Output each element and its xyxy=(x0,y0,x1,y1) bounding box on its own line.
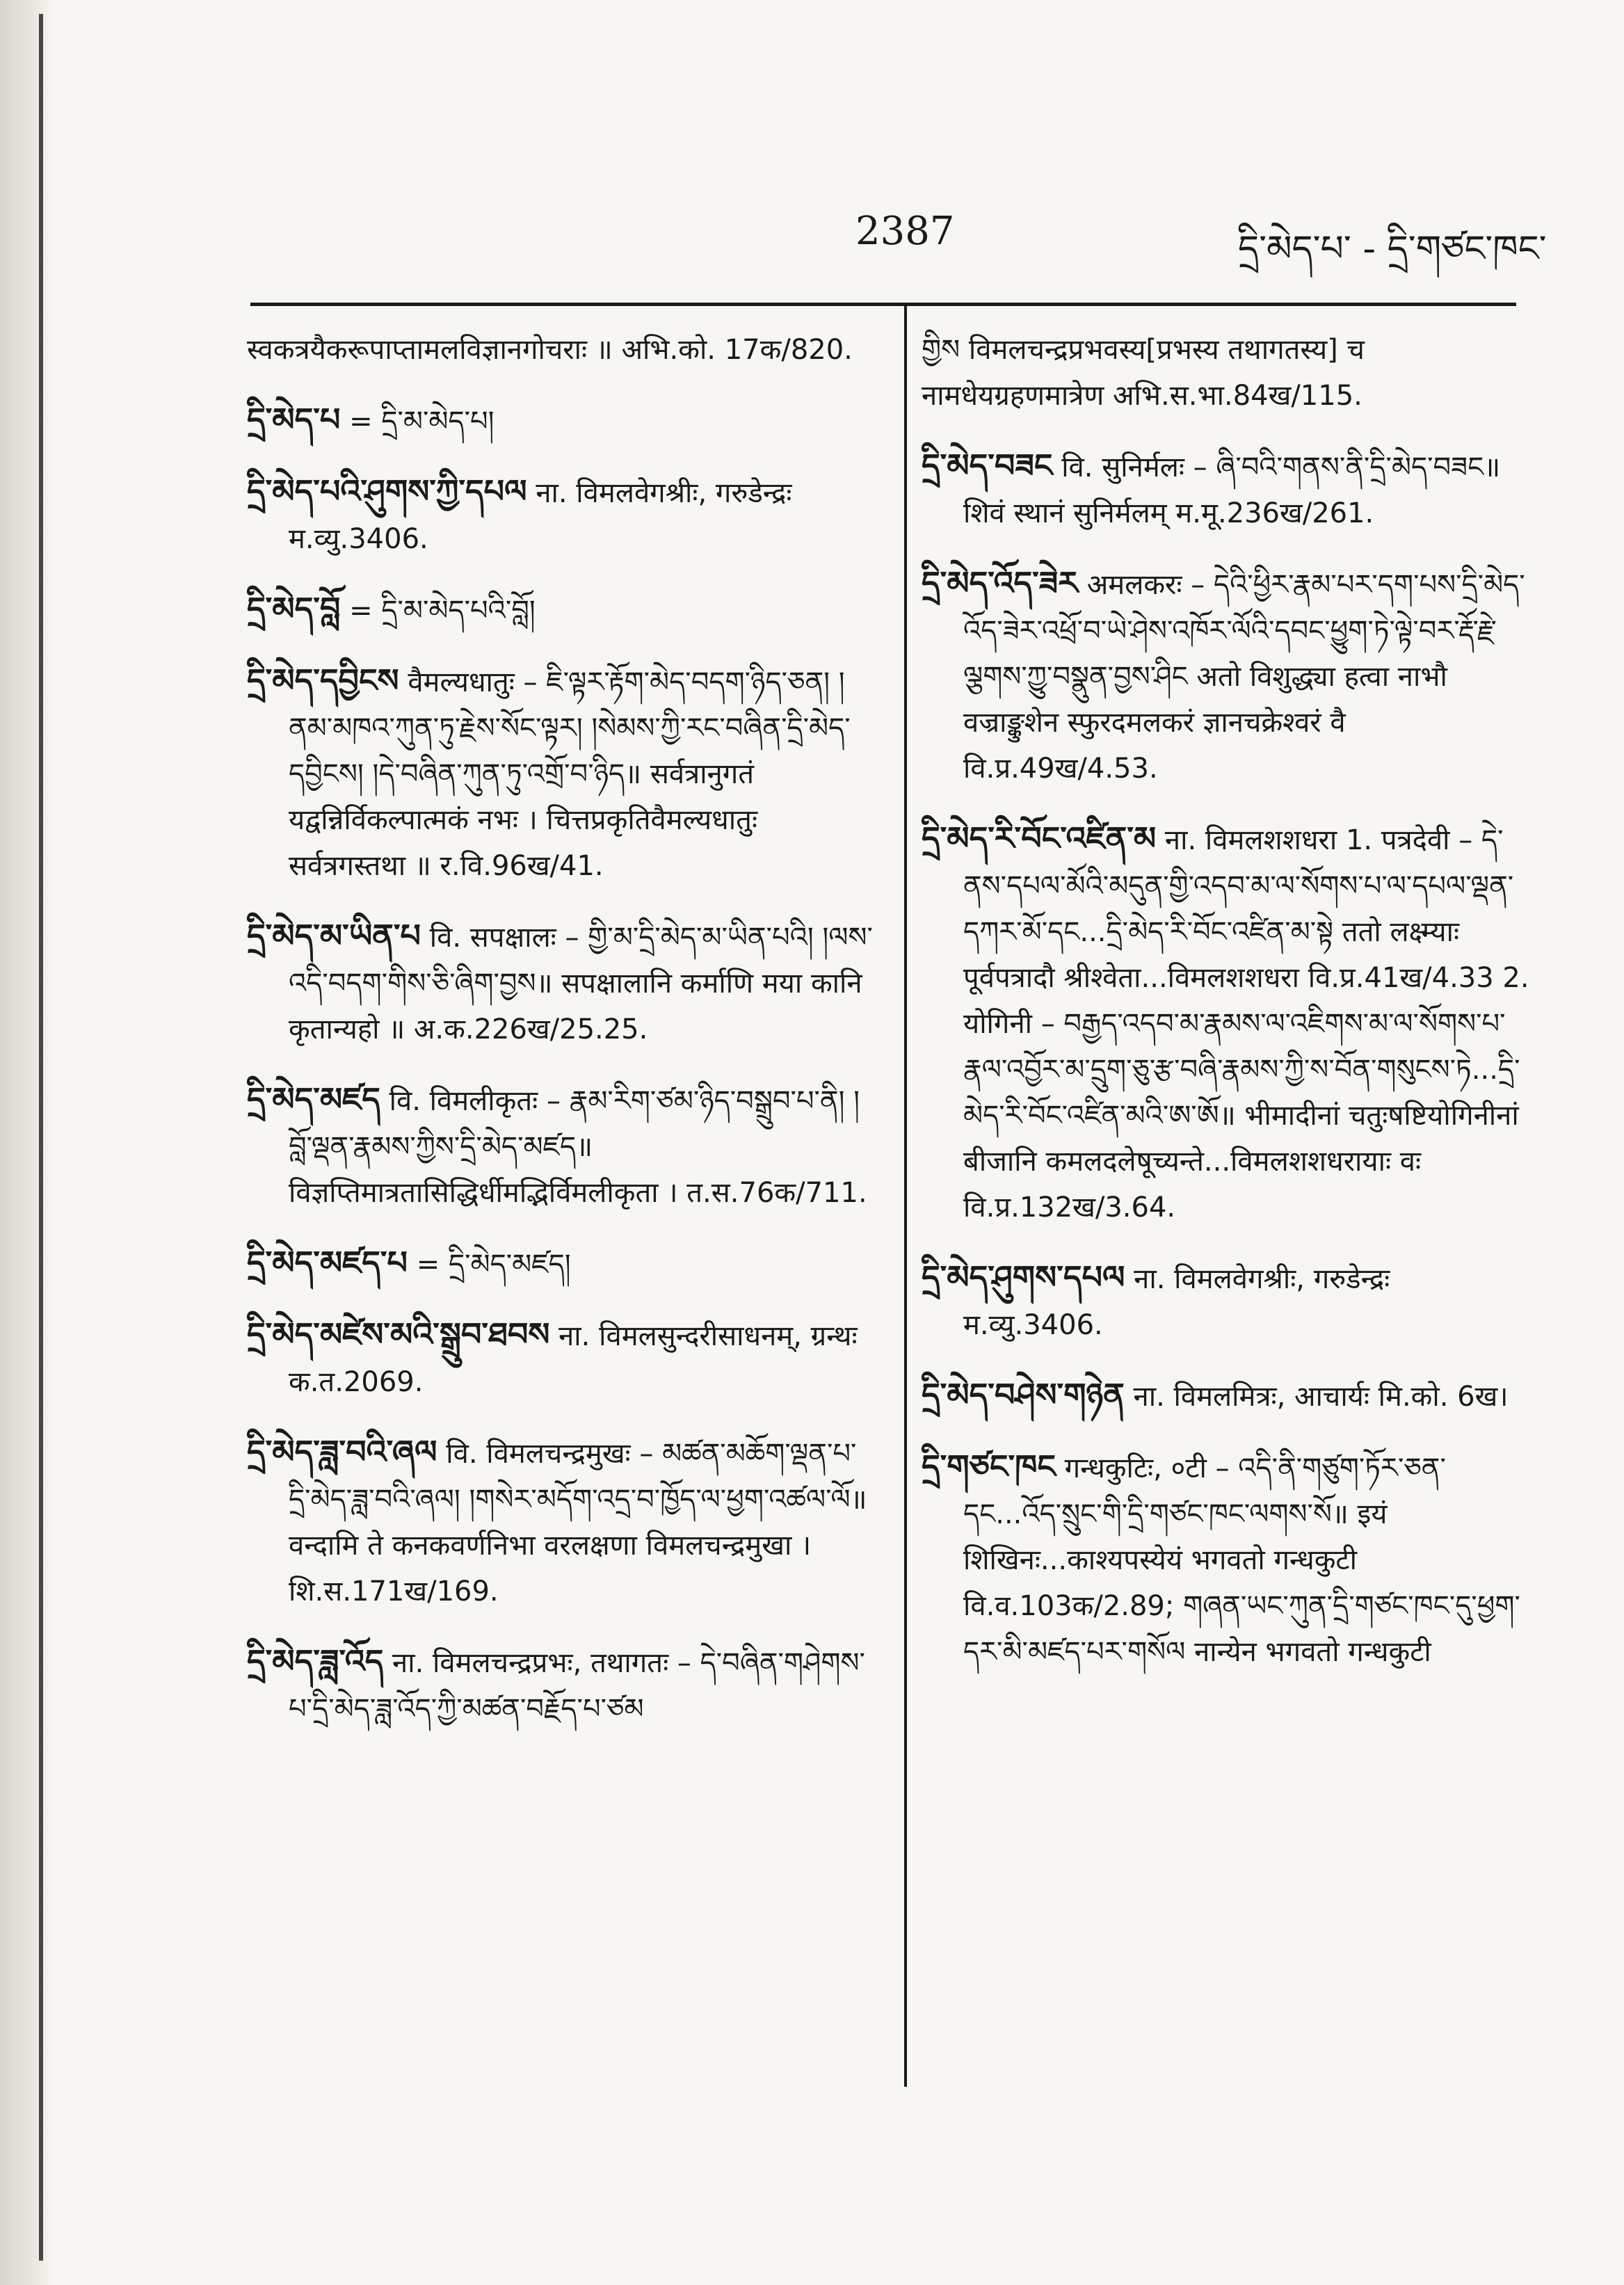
dictionary-entry xyxy=(922,1254,1534,1348)
right-column xyxy=(922,327,1534,1699)
dictionary-entry xyxy=(247,657,873,889)
page-number: 2387 xyxy=(855,209,955,254)
entry-definition: वि. विमलीकृतः – རྣམ་རིག་ཙམ་ཉིད་བསྒྲུབ་པ་ནི། །བློ་ལྡན་རྣམས་ཀྱིས་དྲི་མེད་མཛད॥ विज्ञप्तिमात्रतासिद्धिर्धीमद्भिर्विमलीकृता । त.स.76क/711. xyxy=(289,1085,867,1209)
entry-definition: गन्धकुटिः, ०टी – འདི་ནི་གཙུག་ཏོར་ཅན་དང...འོད་སྲུང་གི་དྲི་གཙང་ཁང་ལགས་སོ॥ इयं शिखिनः...काश्यपस्येयं भगवतो गन्धकुटी वि.व.103क/2.89; གཞན་ཡང་ཀུན་དྲི་གཙང་ཁང་དུ་ཕྱག་དར་མི་མཛད་པར་གསོལ नान्येन भगवतो गन्धकुटी xyxy=(963,1452,1520,1668)
dictionary-entry xyxy=(922,815,1534,1230)
entry-headword: དྲི་མེད་མཛེས་མའི་སྒྲུབ་ཐབས xyxy=(247,1315,550,1353)
dictionary-entry xyxy=(922,1372,1534,1420)
binding-line xyxy=(39,14,43,2261)
dictionary-entry xyxy=(247,1638,873,1732)
entry-definition: ना. विमलचन्द्रप्रभः, तथागतः – དེ་བཞིན་གཤེགས་པ་དྲི་མེད་ཟླ་འོད་ཀྱི་མཚན་བརྗོད་པ་ཙམ xyxy=(289,1647,865,1725)
entry-definition: वि. सपक्षालः – གྱི་མ་དྲི་མེད་མ་ཡིན་པའི། །ལས་འདི་བདག་གིས་ཅི་ཞིག་བྱས॥ सपक्षालानि कर्माणि मया कानि कृतान्यहो ॥ अ.क.226ख/25.25. xyxy=(289,922,873,1045)
entry-headword: དྲི་མེད་མ་ཡིན་པ xyxy=(247,917,421,954)
entry-headword: དྲི་མེད་ཤུགས་དཔལ xyxy=(922,1258,1125,1296)
entry-definition: वि. विमलचन्द्रमुखः – མཚན་མཆོག་ལྡན་པ་དྲི་མེད་ཟླ་བའི་ཞལ། །གསེར་མདོག་འདྲ་བ་ཁྱོད་ལ་ཕྱག་འཚལ་ལོ॥ वन्दामि ते कनकवर्णनिभा वरलक्षणा विमलचन्द्रमुखा । शि.स.171ख/169. xyxy=(289,1438,867,1607)
book-binding-edge xyxy=(0,0,56,2285)
entry-text: स्वकत्रयैकरूपाप्तामलविज्ञानगोचराः ॥ अभि.को. 17क/820. xyxy=(247,334,853,366)
entry-definition: = དྲི་མེད་མཛད། xyxy=(416,1249,571,1281)
entry-headword: དྲི་མེད་མཛད xyxy=(247,1080,380,1118)
dictionary-entry xyxy=(247,396,873,444)
entry-definition: = དྲི་མ་མེད་པའི་བློ། xyxy=(349,595,536,627)
dictionary-entry xyxy=(247,913,873,1052)
entry-headword: དྲི་མེད་ཟླ་བའི་ཞལ xyxy=(247,1433,437,1470)
entry-definition: ना. विमलसुन्दरीसाधनम्, ग्रन्थः क.त.2069. xyxy=(289,1320,858,1398)
entry-definition: अमलकरः – དེའི་ཕྱིར་རྣམ་པར་དག་པས་དྲི་མེད་འོད་ཟེར་འཕྲོ་བ་ཡེ་ཤེས་འཁོར་ལོའི་དབང་ཕྱུག་ཏེ་ལྟེ་བར་རྡོ་རྗེ་ལྕགས་ཀྱུ་བསྣུན་བྱས་ཤིང अतो विशुद्ध्या हत्वा नाभौ वज्राङ्कुशेन स्फुरदमलकरं ज्ञानचक्रेश्वरं वै वि.प्र.49ख/4.53. xyxy=(963,569,1525,785)
entry-headword: དྲི་མེད་དབྱིངས xyxy=(247,662,399,699)
entry-definition: वैमल्यधातुः – ཇི་ལྟར་རྟོག་མེད་བདག་ཉིད་ཅན། །ནམ་མཁའ་ཀུན་ཏུ་རྗེས་སོང་ལྟར། །སེམས་ཀྱི་རང་བཞིན་དྲི་མེད་དབྱིངས། །དེ་བཞིན་ཀུན་ཏུ་འགྲོ་བ་ཉིད॥ सर्वत्रानुगतं यद्वन्निर्विकल्पात्मकं नभः । चित्तप्रकृतिवैमल्यधातुः सर्वत्रगस्तथा ॥ र.वि.96ख/41. xyxy=(289,666,851,882)
dictionary-entry xyxy=(247,1311,873,1405)
header-rule xyxy=(250,303,1516,306)
entry-headword: དྲི་མེད་པའི་ཤུགས་ཀྱི་དཔལ xyxy=(247,472,527,510)
running-head: དྲི་མེད་པ་ - དྲི་གཙང་ཁང་ xyxy=(1238,228,1547,270)
entry-continuation xyxy=(247,327,873,373)
dictionary-entry xyxy=(247,1429,873,1614)
dictionary-entry xyxy=(922,1443,1534,1675)
entry-definition: ना. विमलमित्रः, आचार्यः मि.को. 6ख। xyxy=(1133,1381,1509,1413)
entry-definition: वि. सुनिर्मलः – ཞི་བའི་གནས་ནི་དྲི་མེད་བཟང॥ शिवं स्थानं सुनिर्मलम् म.मू.236ख/261. xyxy=(963,451,1501,529)
entry-headword: དྲི་གཙང་ཁང xyxy=(922,1448,1056,1485)
dictionary-entry xyxy=(247,468,873,562)
entry-definition: = དྲི་མ་མེད་པ། xyxy=(349,406,495,438)
entry-headword: དྲི་མེད་མཛད་པ xyxy=(247,1244,408,1281)
entry-headword: དྲི་མེད་བློ xyxy=(247,590,341,627)
entry-text: གྱིས विमलचन्द्रप्रभवस्य[प्रभस्य तथागतस्य] च नामधेयग्रहणमात्रेण अभि.स.भा.84ख/115. xyxy=(922,334,1365,412)
entry-headword: དྲི་མེད་བཤེས་གཉེན xyxy=(922,1376,1125,1413)
entry-continuation xyxy=(922,327,1534,419)
entry-definition: ना. विमलशशधरा 1. पत्रदेवी – དེ་ནས་དཔལ་མོའི་མདུན་གྱི་འདབ་མ་ལ་སོགས་པ་ལ་དཔལ་ལྡན་དཀར་མོ་དང...དྲི་མེད་རི་བོང་འཛིན་མ་སྟེ ततो लक्ष्म्याः पूर्वपत्रादौ श्रीश्वेता...विमलशशधरा वि.प्र.41ख/4.33 2. योगिनी – བརྒྱད་འདབ་མ་རྣམས་ལ་འཇིགས་མ་ལ་སོགས་པ་རྣལ་འབྱོར་མ་དྲུག་ཅུ་རྩ་བཞི་རྣམས་ཀྱི་ས་བོན་གསུངས་ཏེ...དྲི་མེད་རི་བོང་འཛིན་མའི་ཨ་ཨོ॥ भीमादीनां चतुःषष्टियोगिनीनां बीजानि कमलदलेषूच्यन्ते...विमलशशधरायाः वः वि.प्र.132ख/3.64. xyxy=(963,824,1529,1224)
entry-headword: དྲི་མེད་བཟང xyxy=(922,447,1053,484)
entry-headword: དྲི་མེད་འོད་ཟེར xyxy=(922,564,1078,602)
entry-definition: ना. विमलवेगश्रीः, गरुडेन्द्रः म.व्यु.3406. xyxy=(289,477,792,555)
left-column xyxy=(247,327,873,1756)
column-divider xyxy=(904,306,907,2087)
entry-headword: དྲི་མེད་ཟླ་འོད xyxy=(247,1642,384,1680)
dictionary-entry xyxy=(247,1240,873,1288)
dictionary-entry xyxy=(247,1076,873,1216)
dictionary-entry xyxy=(922,560,1534,792)
entry-headword: དྲི་མེད་པ xyxy=(247,401,341,438)
dictionary-entry xyxy=(247,586,873,634)
entry-headword: དྲི་མེད་རི་བོང་འཛིན་མ xyxy=(922,819,1157,857)
entry-definition: ना. विमलवेगश्रीः, गरुडेन्द्रः म.व्यु.3406. xyxy=(963,1263,1390,1341)
dictionary-entry xyxy=(922,442,1534,536)
